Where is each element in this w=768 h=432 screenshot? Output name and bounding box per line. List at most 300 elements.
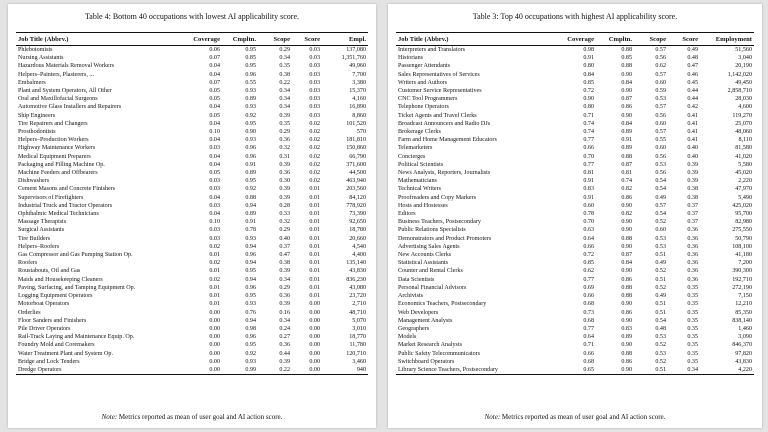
coverage-cell: 0.04 (209, 63, 220, 70)
score-cell: 0.35 (687, 284, 698, 291)
job-title-cell: Passenger Attendants (398, 63, 450, 70)
coverage-cell: 0.00 (209, 309, 220, 316)
employment-cell: 371,600 (346, 161, 366, 168)
employment-cell: 4,600 (738, 104, 752, 111)
score-cell: 0.01 (309, 227, 320, 234)
score-cell: 0.01 (309, 186, 320, 193)
coverage-cell: 0.04 (209, 104, 220, 111)
coverage-cell: 0.60 (583, 202, 594, 209)
score-cell: 0.39 (687, 178, 698, 185)
scope-cell: 0.24 (279, 325, 290, 332)
score-cell: 0.38 (687, 194, 698, 201)
job-title-cell: Supervisors of Firefighters (18, 194, 84, 201)
coverage-cell: 0.80 (583, 104, 594, 111)
job-title-cell: Helpers–Production Workers (18, 137, 89, 144)
table-body (16, 46, 368, 375)
completion-cell: 0.84 (621, 79, 632, 86)
scope-cell: 0.54 (655, 178, 666, 185)
scope-cell: 0.51 (655, 252, 666, 259)
table-body (396, 46, 754, 375)
job-title-cell: Telemarketers (398, 145, 433, 152)
scope-cell: 0.60 (655, 79, 666, 86)
job-title-cell: Counter and Rental Clerks (398, 268, 463, 275)
score-cell: 0.00 (309, 350, 320, 357)
score-cell: 0.36 (687, 235, 698, 242)
col-header-scope: Scope (258, 33, 292, 46)
scope-cell: 0.34 (279, 88, 290, 95)
employment-cell: 838,140 (732, 317, 752, 324)
table-row (396, 218, 754, 226)
coverage-cell: 0.70 (583, 153, 594, 160)
table-row (16, 309, 368, 317)
scope-cell: 0.39 (279, 186, 290, 193)
table-row (16, 79, 368, 87)
scope-cell: 0.59 (655, 88, 666, 95)
coverage-cell: 0.77 (583, 137, 594, 144)
table-row (396, 177, 754, 185)
employment-cell: 570 (356, 129, 366, 136)
scope-cell: 0.34 (279, 317, 290, 324)
job-title-cell: Political Scientists (398, 161, 444, 168)
job-title-cell: Brokerage Clerks (398, 129, 441, 136)
scope-cell: 0.39 (279, 301, 290, 308)
employment-cell: 18,780 (349, 227, 366, 234)
coverage-cell: 0.85 (583, 79, 594, 86)
scope-cell: 0.53 (655, 243, 666, 250)
score-cell: 0.00 (292, 366, 322, 375)
score-cell: 0.02 (309, 120, 320, 127)
employment-cell: 97,820 (735, 350, 752, 357)
employment-cell: 463,940 (346, 178, 366, 185)
completion-cell: 0.99 (222, 366, 258, 375)
col-header-completion: Cmpltn. (596, 33, 634, 46)
completion-cell: 0.87 (621, 161, 632, 168)
score-cell: 0.03 (309, 96, 320, 103)
score-cell: 0.02 (309, 161, 320, 168)
coverage-cell: 0.70 (583, 219, 594, 226)
scope-cell: 0.53 (655, 334, 666, 341)
table-row (16, 46, 368, 55)
scope-cell: 0.39 (279, 268, 290, 275)
score-cell: 0.02 (309, 129, 320, 136)
employment-cell: 5,490 (738, 194, 752, 201)
score-cell: 0.02 (309, 153, 320, 160)
job-title-cell: Telephone Operators (398, 104, 449, 111)
job-title-cell: Rail-Track Laying and Maintenance Equip. Op. (18, 334, 135, 341)
job-title-cell: Bridge and Lock Tenders (18, 358, 80, 365)
completion-cell: 0.81 (621, 170, 632, 177)
table-header-row (16, 33, 368, 46)
employment-cell: 84,120 (349, 194, 366, 201)
scope-cell: 0.29 (279, 227, 290, 234)
completion-cell: 0.94 (245, 202, 256, 209)
scope-cell: 0.62 (655, 63, 666, 70)
coverage-cell: 0.90 (583, 96, 594, 103)
employment-cell: 135,140 (346, 260, 366, 267)
coverage-cell: 0.66 (583, 145, 594, 152)
coverage-cell: 0.68 (583, 317, 594, 324)
completion-cell: 0.86 (621, 358, 632, 365)
completion-cell: 0.90 (621, 243, 632, 250)
job-title-cell: Proofreaders and Copy Markers (398, 194, 477, 201)
employment-cell: 18,770 (349, 334, 366, 341)
score-cell: 0.01 (309, 293, 320, 300)
score-cell: 0.36 (687, 243, 698, 250)
col-header-scope: Scope (634, 33, 668, 46)
coverage-cell: 0.98 (583, 47, 594, 53)
table-row (396, 161, 754, 169)
table-row (16, 333, 368, 341)
job-title-cell: Hosts and Hostesses (398, 202, 448, 209)
job-title-cell: Orderlies (18, 309, 41, 316)
table-row (396, 112, 754, 120)
coverage-cell: 0.73 (583, 309, 594, 316)
job-title-cell: Tire Builders (18, 235, 51, 242)
scope-cell: 0.31 (279, 153, 290, 160)
job-title-cell: Highway Maintenance Workers (18, 145, 96, 152)
scope-cell: 0.57 (655, 129, 666, 136)
scope-cell: 0.60 (655, 227, 666, 234)
score-cell: 0.36 (687, 276, 698, 283)
employment-cell: 50,790 (735, 235, 752, 242)
score-cell: 0.03 (309, 47, 320, 53)
scope-cell: 0.39 (279, 194, 290, 201)
employment-cell: 4,160 (352, 96, 366, 103)
completion-cell: 0.82 (621, 211, 632, 218)
score-cell: 0.48 (687, 55, 698, 62)
table-row (16, 144, 368, 152)
score-cell: 0.35 (687, 350, 698, 357)
coverage-cell: 0.04 (209, 71, 220, 78)
job-title-cell: Pile Driver Operators (18, 325, 71, 332)
scope-cell: 0.33 (279, 211, 290, 218)
employment-cell: 15,370 (349, 88, 366, 95)
completion-cell: 0.78 (245, 227, 256, 234)
completion-cell: 0.83 (621, 325, 632, 332)
coverage-cell: 0.04 (209, 161, 220, 168)
coverage-cell: 0.00 (209, 350, 220, 357)
job-title-cell: Tire Repairers and Changers (18, 120, 88, 127)
job-title-cell: Helpers–Roofers (18, 243, 60, 250)
coverage-cell: 0.05 (209, 88, 220, 95)
scope-cell: 0.57 (655, 47, 666, 53)
table-row (16, 169, 368, 177)
score-cell: 0.36 (687, 227, 698, 234)
completion-cell: 0.89 (245, 96, 256, 103)
completion-cell: 0.90 (245, 129, 256, 136)
coverage-cell: 0.71 (583, 342, 594, 349)
completion-cell: 0.92 (245, 186, 256, 193)
table-row (16, 366, 368, 375)
table-row (396, 276, 754, 284)
bottom-occupations-table (16, 32, 368, 375)
score-cell: 0.03 (309, 112, 320, 119)
score-cell: 0.41 (687, 120, 698, 127)
coverage-cell: 0.07 (209, 55, 220, 62)
table-row (396, 144, 754, 152)
employment-cell: 85,350 (735, 309, 752, 316)
table-row (16, 358, 368, 366)
table-row (16, 284, 368, 292)
table-row (396, 350, 754, 358)
job-title-cell: Surgical Assistants (18, 227, 65, 234)
scope-cell: 0.54 (655, 211, 666, 218)
job-title-cell: Plant and System Operators, All Other (18, 88, 112, 95)
score-cell: 0.34 (668, 366, 700, 375)
job-title-cell: Concierges (398, 153, 426, 160)
coverage-cell: 0.83 (583, 186, 594, 193)
employment-cell: 203,560 (346, 186, 366, 193)
table-row (16, 259, 368, 267)
employment-cell: 778,920 (346, 202, 366, 209)
note-text: Metrics reported as mean of user goal and AI action score. (117, 413, 283, 421)
employment-cell: 1,142,020 (727, 71, 752, 78)
left-page (8, 4, 376, 428)
table-row (396, 210, 754, 218)
table-row (396, 185, 754, 193)
job-title-cell: Logging Equipment Operators (18, 293, 93, 300)
completion-cell: 0.95 (245, 178, 256, 185)
table-row (396, 95, 754, 103)
scope-cell: 0.29 (279, 47, 290, 53)
score-cell: 0.37 (687, 211, 698, 218)
coverage-cell: 0.00 (184, 366, 222, 375)
completion-cell: 0.95 (245, 63, 256, 70)
employment-cell: 45,020 (735, 170, 752, 177)
completion-cell: 0.98 (245, 325, 256, 332)
employment-cell: 16,890 (349, 104, 366, 111)
employment-cell: 4,540 (352, 243, 366, 250)
coverage-cell: 0.10 (209, 129, 220, 136)
score-cell: 0.01 (309, 235, 320, 242)
coverage-cell: 0.68 (583, 358, 594, 365)
completion-cell: 0.96 (245, 71, 256, 78)
employment-cell: 3,040 (738, 55, 752, 62)
scope-cell: 0.34 (279, 104, 290, 111)
score-cell: 0.46 (687, 71, 698, 78)
score-cell: 0.00 (309, 309, 320, 316)
job-title-cell: Hazardous Materials Removal Workers (18, 63, 115, 70)
employment-cell: 43,830 (349, 268, 366, 275)
employment-cell: 2,858,710 (727, 88, 752, 95)
completion-cell: 0.94 (245, 243, 256, 250)
completion-cell: 0.91 (245, 219, 256, 226)
coverage-cell: 0.05 (209, 112, 220, 119)
completion-cell: 0.88 (621, 350, 632, 357)
scope-cell: 0.34 (279, 55, 290, 62)
table-row (396, 103, 754, 111)
employment-cell: 192,710 (732, 276, 752, 283)
note-text: Metrics reported as mean of user goal and AI action score. (500, 413, 666, 421)
job-title-cell: Market Research Analysts (398, 342, 462, 349)
completion-cell: 0.88 (621, 63, 632, 70)
scope-cell: 0.27 (279, 334, 290, 341)
scope-cell: 0.53 (655, 235, 666, 242)
table-row (16, 210, 368, 218)
score-cell: 0.03 (309, 63, 320, 70)
coverage-cell: 0.69 (583, 284, 594, 291)
job-title-cell: Statistical Assistants (398, 260, 448, 267)
job-title-cell: Roofers (18, 260, 38, 267)
table-row (16, 317, 368, 325)
scope-cell: 0.39 (279, 112, 290, 119)
score-cell: 0.01 (309, 284, 320, 291)
table-caption: Table 4: Bottom 40 occupations with lowest AI applicability score. (84, 12, 300, 21)
score-cell: 0.49 (687, 47, 698, 53)
completion-cell: 0.88 (245, 194, 256, 201)
coverage-cell: 0.04 (209, 120, 220, 127)
coverage-cell: 0.10 (209, 219, 220, 226)
score-cell: 0.39 (687, 161, 698, 168)
coverage-cell: 0.77 (583, 276, 594, 283)
coverage-cell: 0.02 (209, 260, 220, 267)
job-title-cell: Business Teachers, Postsecondary (398, 219, 481, 226)
table-row (396, 341, 754, 349)
scope-cell: 0.56 (655, 170, 666, 177)
scope-cell: 0.38 (279, 71, 290, 78)
table-row (16, 112, 368, 120)
score-cell: 0.02 (309, 178, 320, 185)
coverage-cell: 0.03 (209, 235, 220, 242)
table-row (16, 120, 368, 128)
employment-cell: 108,100 (732, 243, 752, 250)
job-title-cell: Phlebotomists (18, 47, 53, 53)
score-cell: 0.01 (309, 268, 320, 275)
score-cell: 0.35 (687, 293, 698, 300)
completion-cell: 0.95 (245, 293, 256, 300)
score-cell: 0.45 (687, 79, 698, 86)
scope-cell: 0.57 (655, 71, 666, 78)
score-cell: 0.01 (309, 243, 320, 250)
job-title-cell: Floor Sanders and Finishers (18, 317, 87, 324)
scope-cell: 0.28 (279, 202, 290, 209)
job-title-cell: Automotive Glass Installers and Repairers (18, 104, 122, 111)
completion-cell: 0.88 (621, 284, 632, 291)
table-row (396, 87, 754, 95)
employment-cell: 12,210 (735, 301, 752, 308)
completion-cell: 0.76 (245, 309, 256, 316)
completion-cell: 0.91 (245, 161, 256, 168)
scope-cell: 0.38 (279, 260, 290, 267)
scope-cell: 0.54 (655, 186, 666, 193)
coverage-cell: 0.64 (583, 334, 594, 341)
score-cell: 0.01 (309, 276, 320, 283)
score-cell: 0.35 (687, 309, 698, 316)
completion-cell: 0.88 (621, 235, 632, 242)
table-row (16, 202, 368, 210)
employment-cell: 66,790 (349, 153, 366, 160)
scope-cell: 0.51 (634, 366, 668, 375)
table-row (396, 79, 754, 87)
employment-cell: 425,020 (732, 202, 752, 209)
table-row (396, 317, 754, 325)
coverage-cell: 0.72 (583, 252, 594, 259)
table-row (16, 276, 368, 284)
col-header-employment: Empl. (322, 33, 368, 46)
score-cell: 0.40 (687, 153, 698, 160)
table-row (16, 194, 368, 202)
scope-cell: 0.53 (655, 96, 666, 103)
job-title-cell: Industrial Truck and Tractor Operators (18, 202, 113, 209)
score-cell: 0.03 (309, 88, 320, 95)
job-title-cell: Helpers–Painters, Plasterers, ... (18, 71, 94, 78)
job-title-cell: News Analysts, Reporters, Journalists (398, 170, 491, 177)
employment-cell: 81,580 (735, 145, 752, 152)
job-title-cell: Massage Therapists (18, 219, 67, 226)
coverage-cell: 0.02 (209, 276, 220, 283)
employment-cell: 1,351,760 (341, 55, 366, 62)
scope-cell: 0.48 (655, 325, 666, 332)
scope-cell: 0.56 (655, 153, 666, 160)
job-title-cell: Historians (398, 55, 424, 62)
score-cell: 0.37 (687, 219, 698, 226)
table-row (16, 128, 368, 136)
scope-cell: 0.51 (655, 276, 666, 283)
job-title-cell: Medical Equipment Preparers (18, 153, 91, 160)
table-row (396, 169, 754, 177)
scope-cell: 0.36 (279, 170, 290, 177)
score-cell: 0.03 (309, 55, 320, 62)
scope-cell: 0.36 (279, 293, 290, 300)
scope-cell: 0.55 (655, 137, 666, 144)
job-title-cell: Cement Masons and Concrete Finishers (18, 186, 116, 193)
table-note (388, 413, 762, 422)
scope-cell: 0.53 (655, 161, 666, 168)
col-header-completion: Cmpltn. (222, 33, 258, 46)
coverage-cell: 0.03 (209, 227, 220, 234)
job-title-cell: New Accounts Clerks (398, 252, 452, 259)
completion-cell: 0.93 (245, 235, 256, 242)
employment-cell: 275,550 (732, 227, 752, 234)
score-cell: 0.41 (687, 129, 698, 136)
employment-cell: 49,960 (349, 63, 366, 70)
scope-cell: 0.57 (655, 202, 666, 209)
employment-cell: 48,060 (735, 129, 752, 136)
job-title-cell: Mathematicians (398, 178, 437, 185)
score-cell: 0.35 (687, 358, 698, 365)
completion-cell: 0.92 (245, 350, 256, 357)
completion-cell: 0.90 (621, 268, 632, 275)
job-title-cell: Ophthalmic Medical Technicians (18, 211, 99, 218)
score-cell: 0.38 (687, 186, 698, 193)
coverage-cell: 0.03 (209, 202, 220, 209)
score-cell: 0.35 (687, 317, 698, 324)
coverage-cell: 0.91 (583, 194, 594, 201)
job-title-cell: Maids and Housekeeping Cleaners (18, 276, 103, 283)
scope-cell: 0.56 (655, 55, 666, 62)
scope-cell: 0.51 (655, 301, 666, 308)
scope-cell: 0.57 (655, 104, 666, 111)
table-row (16, 62, 368, 70)
job-title-cell: Broadcast Announcers and Radio DJs (398, 120, 491, 127)
coverage-cell: 0.01 (209, 284, 220, 291)
employment-cell: 47,970 (735, 186, 752, 193)
completion-cell: 0.90 (621, 71, 632, 78)
coverage-cell: 0.72 (583, 88, 594, 95)
coverage-cell: 0.02 (209, 243, 220, 250)
employment-cell: 41,020 (735, 153, 752, 160)
score-cell: 0.00 (309, 334, 320, 341)
completion-cell: 0.96 (245, 252, 256, 259)
scope-cell: 0.53 (655, 350, 666, 357)
col-header-score: Score (292, 33, 322, 46)
completion-cell: 0.89 (621, 129, 632, 136)
scope-cell: 0.37 (279, 243, 290, 250)
score-cell: 0.41 (687, 112, 698, 119)
score-cell: 0.01 (309, 252, 320, 259)
score-cell: 0.35 (687, 301, 698, 308)
table-row (16, 185, 368, 193)
